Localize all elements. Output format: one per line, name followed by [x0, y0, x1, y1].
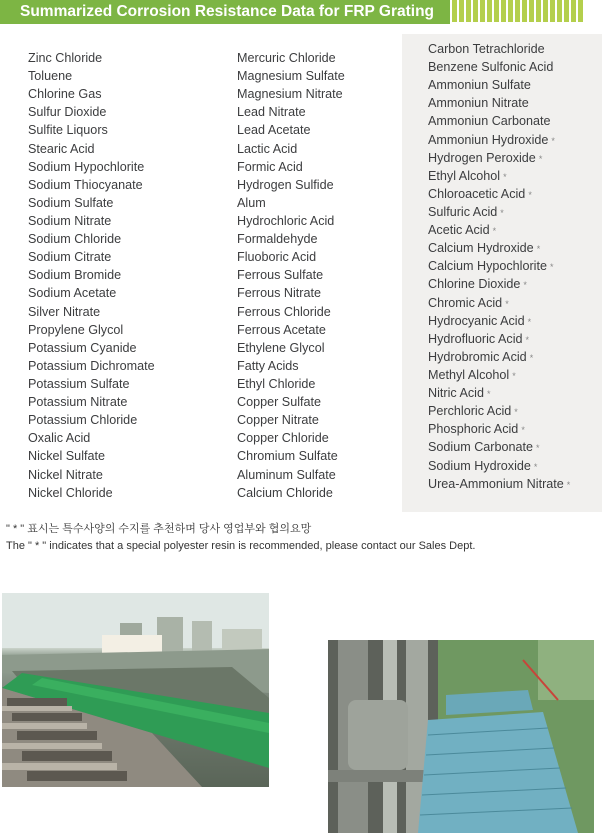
photo-industrial-walkway-drawing: [328, 640, 594, 833]
chemical-item: [428, 366, 570, 384]
chemical-name: Sodium Carbonate: [428, 440, 534, 455]
chemical-item: [428, 112, 570, 130]
chemical-name: Chromic Acid: [428, 295, 503, 310]
chemical-item: [428, 438, 570, 456]
chemical-name: Chloroacetic Acid: [428, 186, 526, 201]
special-resin-mark: *: [486, 389, 491, 400]
special-resin-mark: *: [549, 262, 554, 273]
chemical-item: Copper Chloride: [237, 431, 329, 446]
chemical-item: [428, 275, 570, 293]
chemical-item: Alum: [237, 195, 266, 210]
chemical-item: Oxalic Acid: [28, 431, 91, 446]
chemical-item: [428, 330, 570, 348]
chemical-item: Silver Nitrate: [28, 304, 101, 319]
chemical-item: Lead Nitrate: [237, 105, 306, 120]
special-resin-mark: *: [551, 135, 555, 146]
special-resin-mark: *: [512, 370, 516, 381]
chemical-item: Ferrous Nitrate: [237, 286, 321, 301]
chemical-item: [428, 239, 570, 257]
chemical-item: Sodium Acetate: [28, 286, 117, 301]
chemical-name: Ammoniun Sulfate: [428, 78, 531, 93]
chemical-item: [428, 312, 570, 330]
chemical-list-column-2: [237, 49, 345, 502]
chemical-item: Toluene: [28, 69, 73, 84]
chemical-item: [428, 58, 570, 76]
chemical-item: Fatty Acids: [237, 358, 299, 373]
note-korean: " * " 표시는 특수사양의 수지를 추천하며 당사 영업부와 협의요망: [6, 523, 312, 535]
chemical-item: [428, 221, 570, 239]
chemical-item: [428, 149, 570, 167]
chemical-item: Copper Sulfate: [237, 395, 322, 410]
special-resin-mark: *: [536, 443, 540, 454]
chemical-item: Hydrogen Sulfide: [237, 177, 334, 192]
chemical-item: Chromium Sulfate: [237, 449, 338, 464]
chemical-item: Sodium Bromide: [28, 268, 122, 283]
chemical-item: Lead Acetate: [237, 123, 311, 138]
photo-wastewater-plant-grating: [2, 593, 269, 787]
special-resin-mark: *: [527, 316, 532, 327]
chemical-name: Urea-Ammonium Nitrate: [428, 476, 564, 491]
chemical-item: Magnesium Sulfate: [237, 69, 345, 84]
chemical-item: Nickel Chloride: [28, 485, 113, 500]
page-title: Summarized Corrosion Resistance Data for FRP Grating: [20, 3, 435, 20]
chemical-name: Calcium Hypochlorite: [428, 259, 547, 274]
chemical-item: [428, 167, 570, 185]
photo-industrial-grating-walkway: [328, 640, 594, 833]
chemical-item: Sodium Sulfate: [28, 195, 114, 210]
chemical-item: Zinc Chloride: [28, 51, 103, 65]
chemical-item: Formaldehyde: [237, 232, 318, 247]
chemical-item: Ferrous Chloride: [237, 304, 331, 319]
chemical-item: Ethyl Chloride: [237, 376, 316, 391]
chemical-item: [428, 94, 570, 112]
chemical-item: [428, 294, 570, 312]
title-bar: [0, 0, 450, 24]
special-resin-mark: *: [500, 207, 504, 218]
chemical-item: Stearic Acid: [28, 141, 95, 156]
chemical-item: [428, 457, 570, 475]
special-resin-mark: *: [505, 298, 509, 309]
chemical-name: Ammoniun Nitrate: [428, 96, 529, 111]
chemical-name: Methyl Alcohol: [428, 367, 510, 382]
chemical-item: [428, 257, 570, 275]
chemical-name: Calcium Hydroxide: [428, 241, 534, 256]
chemical-item: Propylene Glycol: [28, 322, 124, 337]
chemical-name: Benzene Sulfonic Acid: [428, 60, 554, 75]
special-resin-mark: *: [528, 189, 532, 200]
chemical-name: Sulfuric Acid: [428, 204, 498, 219]
chemical-item: Hydrochloric Acid: [237, 213, 335, 228]
chemical-name: Ammoniun Carbonate: [428, 114, 551, 129]
chemical-item: [428, 203, 570, 221]
chemical-item: Lactic Acid: [237, 141, 298, 156]
special-resin-mark: *: [538, 153, 543, 164]
chemical-item: Potassium Cyanide: [28, 340, 137, 355]
chemical-name: Hydrobromic Acid: [428, 349, 527, 364]
chemical-list-column-1: [28, 49, 155, 502]
chemical-item: Nickel Sulfate: [28, 449, 105, 464]
chemical-item: [428, 185, 570, 203]
chemical-item: Sulfite Liquors: [28, 123, 108, 138]
special-resin-mark: *: [533, 461, 538, 472]
chemical-item: Sulfur Dioxide: [28, 105, 107, 120]
chemical-item: Potassium Nitrate: [28, 395, 128, 410]
chemical-item: Aluminum Sulfate: [237, 467, 336, 482]
chemical-name: Ethyl Alcohol: [428, 168, 501, 183]
photo-wastewater-plant-drawing: [2, 593, 269, 787]
chemical-name: Ammoniun Hydroxide: [428, 132, 549, 147]
chemical-item: Calcium Chloride: [237, 485, 333, 500]
special-resin-mark: *: [514, 407, 518, 418]
chemical-name: Sodium Hydroxide: [428, 458, 531, 473]
chemical-item: Nickel Nitrate: [28, 467, 103, 482]
chemical-item: Potassium Sulfate: [28, 376, 130, 391]
chemical-item: Formic Acid: [237, 159, 303, 174]
chemical-item: [428, 384, 570, 402]
chemical-item: Copper Nitrate: [237, 413, 319, 428]
chemical-item: Sodium Hypochlorite: [28, 159, 145, 174]
chemical-item: [428, 76, 570, 94]
special-resin-mark: *: [566, 479, 571, 490]
chemical-item: [428, 475, 570, 493]
note-english: The " * " indicates that a special polyester resin is recommended, please contact our Sales Dept.: [6, 540, 476, 552]
chemical-name: Perchloric Acid: [428, 404, 512, 419]
chemical-name: Hydrocyanic Acid: [428, 313, 525, 328]
special-resin-mark: *: [523, 280, 527, 291]
special-resin-mark: *: [525, 334, 530, 345]
chemical-item: Ferrous Sulfate: [237, 268, 324, 283]
chemical-item: [428, 131, 570, 149]
chemical-item: Potassium Dichromate: [28, 358, 155, 373]
chemical-item: Magnesium Nitrate: [237, 87, 343, 102]
chemical-name: Chlorine Dioxide: [428, 277, 521, 292]
chemical-item: Sodium Citrate: [28, 250, 112, 265]
chemical-name: Carbon Tetrachloride: [428, 42, 545, 56]
special-resin-mark: *: [492, 226, 497, 237]
chemical-item: Fluoboric Acid: [237, 250, 317, 265]
chemical-name: Acetic Acid: [428, 223, 490, 238]
chemical-item: Chlorine Gas: [28, 87, 102, 102]
chemical-item: [428, 402, 570, 420]
chemical-item: Mercuric Chloride: [237, 51, 336, 65]
special-resin-mark: *: [529, 352, 534, 363]
chemical-item: Ethylene Glycol: [237, 340, 325, 355]
chemical-item: [428, 420, 570, 438]
chemical-item: Sodium Nitrate: [28, 213, 112, 228]
chemical-name: Hydrofluoric Acid: [428, 331, 523, 346]
special-resin-mark: *: [521, 425, 525, 436]
chemical-item: Ferrous Acetate: [237, 322, 326, 337]
chemical-item: [428, 40, 570, 58]
chemical-name: Nitric Acid: [428, 386, 484, 401]
chemical-name: Phosphoric Acid: [428, 422, 519, 437]
special-resin-mark: *: [503, 171, 507, 182]
chemical-name: Hydrogen Peroxide: [428, 150, 536, 165]
chemical-list-column-3: [428, 40, 570, 493]
chemical-item: Potassium Chloride: [28, 413, 138, 428]
special-resin-mark: *: [536, 244, 541, 255]
chemical-item: [428, 348, 570, 366]
chemical-item: Sodium Thiocyanate: [28, 177, 143, 192]
decorative-stripes: [452, 0, 583, 24]
chemical-item: Sodium Chloride: [28, 232, 122, 247]
